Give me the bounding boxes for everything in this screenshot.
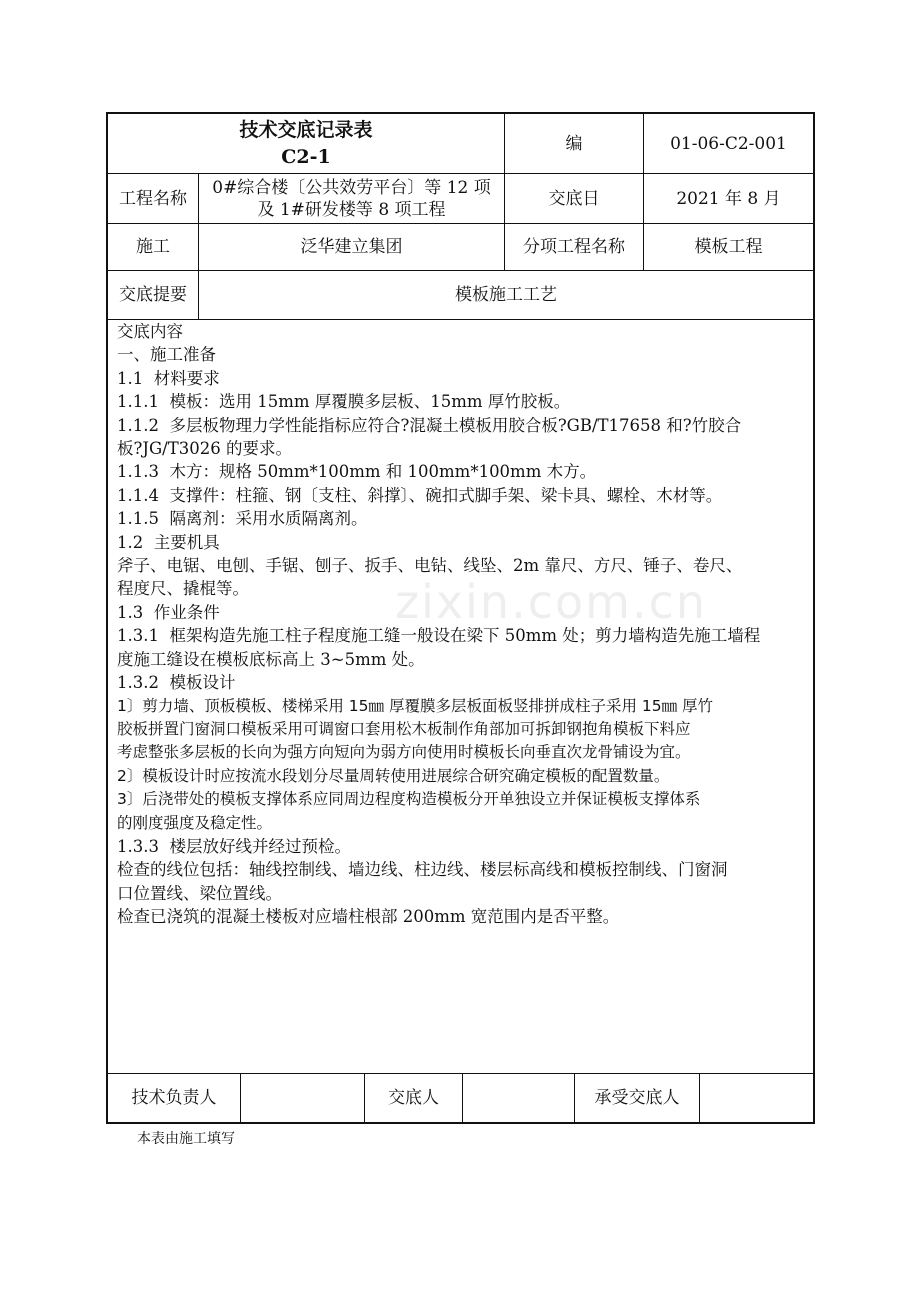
receiver-signature: [700, 1074, 813, 1122]
content-line: 1.1.3 木方：规格 50mm*100mm 和 100mm*100mm 木方。: [117, 462, 597, 482]
content-line: 口位置线、梁位置线。: [117, 883, 282, 903]
content-line: 1.1.1 模板：选用 15mm 厚覆膜多层板、15mm 厚竹胶板。: [117, 392, 571, 412]
content-line: 3〕后浇带处的模板支撑体系应同周边程度构造模板分开单独设立并保证模板支撑体系: [117, 790, 701, 809]
form-code: C2-1: [281, 145, 331, 168]
content-line: 1.1.5 隔离剂：采用水质隔离剂。: [117, 509, 368, 529]
project-name-line1: 0#综合楼〔公共效劳平台〕等 12 项: [212, 177, 491, 198]
date-label: 交底日: [548, 188, 600, 209]
content-line: 的刚度强度及稳定性。: [117, 813, 273, 832]
subitem-label: 分项工程名称: [523, 237, 625, 257]
number-label: 编: [565, 133, 583, 154]
content-line: 1.2 主要机具: [117, 532, 220, 552]
watermark: zixin.com.cn: [395, 575, 708, 629]
content-line: 检查已浇筑的混凝土楼板对应墙柱根部 200mm 宽范围内是否平整。: [117, 907, 620, 927]
content-line: 1.1.4 支撑件：柱箍、钢〔支柱、斜撑〕、碗扣式脚手架、梁卡具、螺栓、木材等。: [117, 485, 723, 505]
subitem-value: 模板工程: [694, 237, 763, 257]
content-line: 考虑整张多层板的长向为强方向短向为弱方向使用时模板长向垂直次龙骨铺设为宜。: [117, 743, 691, 762]
content-line: 1.3.2 模板设计: [117, 673, 236, 693]
number-value: 01-06-C2-001: [670, 133, 787, 154]
date-value: 2021 年 8 月: [676, 188, 781, 209]
construction-value: 泛华建立集团: [300, 237, 403, 257]
content-line: 1.1.2 多层板物理力学性能指标应符合?混凝土模板用胶合板?GB/T17658 和?竹胶合: [117, 415, 742, 435]
content-line: 1〕剪力墙、顶板模板、楼梯采用 15㎜ 厚覆膜多层板面板竖排拼成柱子采用 15㎜ 厚竹: [117, 696, 714, 715]
content-line: 1.1 材料要求: [117, 368, 220, 388]
content-line: 胶板拼置门窗洞口模板采用可调窗口套用松木板制作角部加可拆卸钢抱角模板下料应: [117, 719, 691, 738]
receiver-label: 承受交底人: [594, 1088, 680, 1108]
project-label: 工程名称: [119, 188, 187, 209]
content-line: 2〕模板设计时应按流水段划分尽量周转使用进展综合研究确定模板的配置数量。: [117, 766, 670, 785]
content-line: 1.3 作业条件: [117, 602, 220, 622]
project-name: [199, 174, 504, 223]
project-name-line2: 及 1#研发楼等 8 项工程: [257, 199, 446, 220]
discloser-signature: [463, 1074, 574, 1122]
content-line: 1.3.1 框架构造先施工柱子程度施工缝一般设在梁下 50mm 处；剪力墙构造先施工墙程: [117, 626, 761, 646]
tech-lead-signature: [241, 1074, 364, 1122]
content-line: 检查的线位包括：轴线控制线、墙边线、柱边线、楼层标高线和模板控制线、门窗洞: [117, 860, 728, 880]
content-line: 斧子、电锯、电刨、手锯、刨子、扳手、电钻、线坠、2m 靠尺、方尺、锤子、卷尺、: [117, 556, 743, 576]
construction-label: 施工: [136, 237, 170, 257]
footer-note: 本表由施工填写: [137, 1131, 235, 1147]
content-line: 度施工缝设在模板底标高上 3~5mm 处。: [117, 649, 425, 669]
content-line: 1.3.3 楼层放好线并经过预检。: [117, 836, 351, 856]
summary-label: 交底提要: [119, 285, 187, 305]
discloser-label: 交底人: [388, 1088, 439, 1108]
content-heading: 交底内容: [117, 322, 183, 341]
form-title: 技术交底记录表: [239, 118, 373, 141]
content-line: 一、施工准备: [117, 345, 216, 365]
content-line: 板?JG/T3026 的要求。: [117, 439, 292, 459]
content-line: 程度尺、撬棍等。: [117, 579, 249, 599]
summary-value: 模板施工工艺: [455, 285, 557, 305]
form-title-block: [108, 114, 504, 173]
tech-lead-label: 技术负责人: [131, 1088, 217, 1108]
